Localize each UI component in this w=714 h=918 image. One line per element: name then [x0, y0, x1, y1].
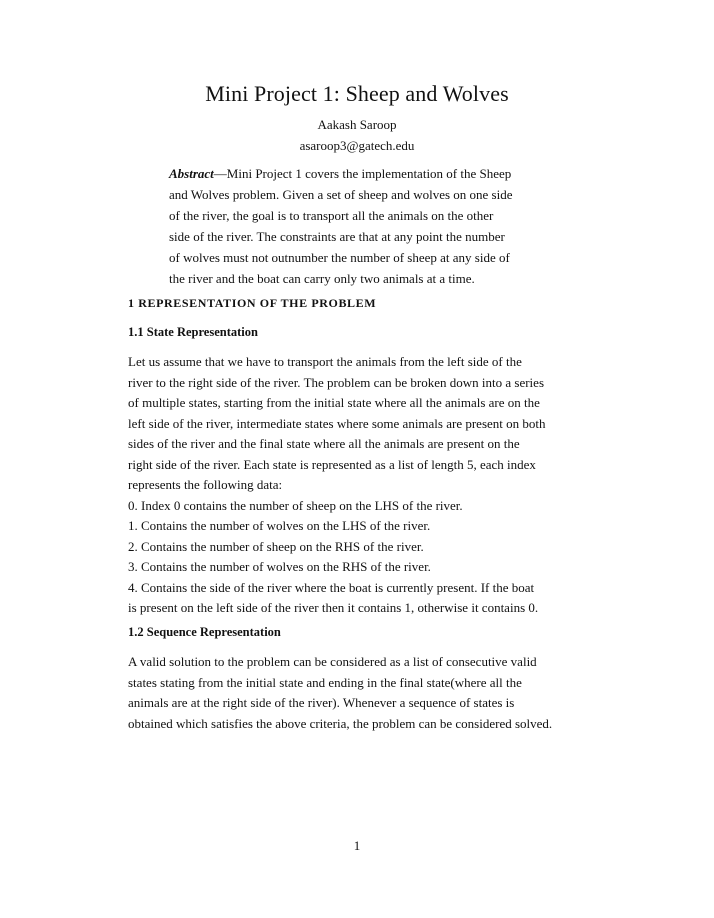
abstract-label: Abstract: [169, 166, 214, 181]
author-email: asaroop3@gatech.edu: [299, 138, 415, 153]
paragraph-line: states stating from the initial state and ending in the final state(where all the: [128, 674, 522, 690]
sequence-representation-paragraph: [128, 652, 596, 734]
abstract-line-1-text: —Mini Project 1 covers the implementation of the Sheep: [213, 166, 512, 181]
paragraph-line: of multiple states, starting from the initial state where all the animals are on the: [128, 395, 540, 410]
abstract-line-1: [169, 163, 553, 184]
subsection-heading-1-1: 1.1 State Representation: [128, 325, 258, 339]
paragraph-line: river to the right side of the river. The problem can be broken down into a series: [128, 374, 544, 390]
abstract: [169, 163, 553, 289]
paragraph-line: Let us assume that we have to transport the animals from the left side of the: [128, 354, 522, 369]
abstract-line-3: of the river, the goal is to transport all the animals on the other: [169, 208, 494, 223]
page-number: 1: [353, 838, 361, 853]
paragraph-line: animals are at the right side of the river). Whenever a sequence of states is: [128, 695, 515, 710]
abstract-line-6: the river and the boat can carry only two animals at a time.: [169, 271, 475, 286]
section-heading-1: 1 REPRESENTATION OF THE PROBLEM: [128, 296, 377, 310]
subsection-heading-1-2: 1.2 Sequence Representation: [128, 625, 281, 639]
list-item-index-4: 4. Contains the side of the river where the boat is currently present. If the boat: [128, 579, 535, 595]
paragraph-line: sides of the river and the final state where all the animals are present on the: [128, 436, 520, 451]
list-item-index-2: 2. Contains the number of sheep on the RHS of the river.: [128, 538, 424, 554]
paragraph-line: obtained which satisfies the above criteria, the problem can be considered solved.: [128, 715, 553, 731]
abstract-line-5: of wolves must not outnumber the number of sheep at any side of: [169, 250, 510, 265]
list-item-index-1: 1. Contains the number of wolves on the LHS of the river.: [128, 518, 431, 533]
abstract-line-4: side of the river. The constraints are that at any point the number: [169, 229, 505, 244]
list-item-index-3: 3. Contains the number of wolves on the RHS of the river.: [128, 559, 431, 574]
paragraph-line: right side of the river. Each state is represented as a list of length 5, each index: [128, 456, 536, 472]
list-item-index-4-continued: is present on the left side of the river then it contains 1, otherwise it contains 0.: [128, 600, 539, 615]
abstract-line-2: and Wolves problem. Given a set of sheep and wolves on one side: [169, 187, 513, 202]
paragraph-line: represents the following data:: [128, 477, 283, 492]
list-item-index-0: 0. Index 0 contains the number of sheep on the LHS of the river.: [128, 497, 463, 513]
author-name: Aakash Saroop: [317, 117, 397, 132]
state-representation-paragraph: [128, 352, 596, 619]
paragraph-line: left side of the river, intermediate states where some animals are present on both: [128, 415, 546, 431]
paper-title: Mini Project 1: Sheep and Wolves: [205, 81, 509, 106]
paragraph-line: A valid solution to the problem can be considered as a list of consecutive valid: [128, 654, 537, 669]
